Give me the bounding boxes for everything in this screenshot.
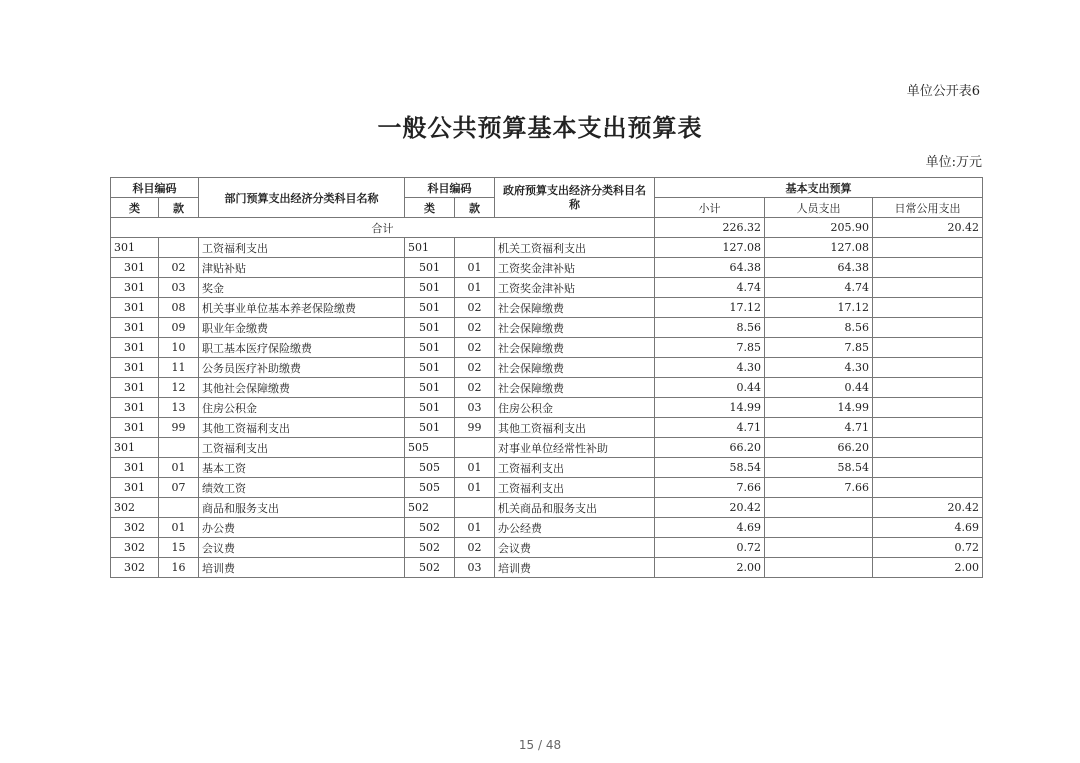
- gov-name-cell: 社会保障缴费: [495, 338, 655, 358]
- personnel-cell: 8.56: [765, 318, 873, 338]
- gov-lei-cell: 501: [405, 238, 455, 258]
- gov-name-cell: 社会保障缴费: [495, 358, 655, 378]
- dept-code-header: 科目编码: [111, 178, 199, 198]
- gov-kuan-cell: [455, 438, 495, 458]
- gov-name-cell: 机关工资福利支出: [495, 238, 655, 258]
- personnel-cell: 64.38: [765, 258, 873, 278]
- total-subtotal: 226.32: [655, 218, 765, 238]
- gov-lei-cell: 502: [405, 538, 455, 558]
- daily-cell: 0.72: [873, 538, 983, 558]
- dept-lei-cell: 301: [111, 258, 159, 278]
- dept-kuan-cell: 09: [159, 318, 199, 338]
- daily-cell: [873, 378, 983, 398]
- gov-kuan-cell: 02: [455, 378, 495, 398]
- dept-kuan-cell: [159, 498, 199, 518]
- gov-lei-cell: 501: [405, 398, 455, 418]
- table-row: [111, 458, 983, 478]
- subtotal-cell: 17.12: [655, 298, 765, 318]
- dept-kuan-cell: 07: [159, 478, 199, 498]
- dept-name-cell: 商品和服务支出: [199, 498, 405, 518]
- dept-kuan-cell: 15: [159, 538, 199, 558]
- gov-kuan-cell: 02: [455, 298, 495, 318]
- gov-kuan-cell: 01: [455, 278, 495, 298]
- basic-budget-header: 基本支出预算: [655, 178, 983, 198]
- gov-lei-cell: 505: [405, 478, 455, 498]
- dept-lei-cell: 301: [111, 318, 159, 338]
- table-row: [111, 558, 983, 578]
- dept-name-cell: 其他社会保障缴费: [199, 378, 405, 398]
- gov-lei-cell: 501: [405, 318, 455, 338]
- dept-lei-header: 类: [111, 198, 159, 218]
- dept-name-cell: 住房公积金: [199, 398, 405, 418]
- table-group-row: [111, 438, 983, 458]
- dept-lei-cell: 301: [111, 298, 159, 318]
- personnel-cell: 58.54: [765, 458, 873, 478]
- gov-lei-cell: 501: [405, 358, 455, 378]
- dept-lei-cell: 302: [111, 558, 159, 578]
- gov-kuan-cell: [455, 498, 495, 518]
- subtotal-cell: 0.72: [655, 538, 765, 558]
- gov-name-cell: 住房公积金: [495, 398, 655, 418]
- personnel-cell: 66.20: [765, 438, 873, 458]
- dept-kuan-cell: [159, 438, 199, 458]
- gov-name-cell: 工资奖金津补贴: [495, 258, 655, 278]
- table-row: [111, 538, 983, 558]
- daily-cell: [873, 298, 983, 318]
- table-row: [111, 258, 983, 278]
- daily-cell: [873, 278, 983, 298]
- daily-cell: [873, 318, 983, 338]
- personnel-cell: [765, 498, 873, 518]
- dept-name-cell: 工资福利支出: [199, 238, 405, 258]
- subtotal-cell: 20.42: [655, 498, 765, 518]
- gov-code-header: 科目编码: [405, 178, 495, 198]
- dept-kuan-cell: 01: [159, 458, 199, 478]
- dept-kuan-cell: 11: [159, 358, 199, 378]
- gov-name-cell: 社会保障缴费: [495, 318, 655, 338]
- subtotal-cell: 0.44: [655, 378, 765, 398]
- personnel-cell: 17.12: [765, 298, 873, 318]
- gov-kuan-cell: 02: [455, 358, 495, 378]
- gov-kuan-cell: 99: [455, 418, 495, 438]
- gov-lei-cell: 501: [405, 298, 455, 318]
- subtotal-cell: 14.99: [655, 398, 765, 418]
- dept-lei-cell: 301: [111, 398, 159, 418]
- dept-lei-cell: 302: [111, 498, 159, 518]
- dept-kuan-cell: 01: [159, 518, 199, 538]
- daily-cell: 4.69: [873, 518, 983, 538]
- gov-lei-cell: 501: [405, 278, 455, 298]
- dept-name-cell: 其他工资福利支出: [199, 418, 405, 438]
- dept-kuan-cell: 08: [159, 298, 199, 318]
- dept-kuan-cell: 99: [159, 418, 199, 438]
- dept-name-cell: 基本工资: [199, 458, 405, 478]
- total-row: [111, 218, 983, 238]
- table-row: [111, 358, 983, 378]
- dept-lei-cell: 301: [111, 378, 159, 398]
- personnel-cell: [765, 538, 873, 558]
- gov-name-cell: 对事业单位经常性补助: [495, 438, 655, 458]
- gov-name-cell: 其他工资福利支出: [495, 418, 655, 438]
- gov-lei-cell: 501: [405, 378, 455, 398]
- dept-name-cell: 职工基本医疗保险缴费: [199, 338, 405, 358]
- subtotal-cell: 64.38: [655, 258, 765, 278]
- daily-cell: 2.00: [873, 558, 983, 578]
- total-personnel: 205.90: [765, 218, 873, 238]
- dept-lei-cell: 301: [111, 458, 159, 478]
- gov-lei-cell: 505: [405, 458, 455, 478]
- table-row: [111, 478, 983, 498]
- personnel-cell: [765, 558, 873, 578]
- personnel-cell: 4.71: [765, 418, 873, 438]
- gov-lei-cell: 502: [405, 498, 455, 518]
- gov-name-cell: 工资福利支出: [495, 458, 655, 478]
- dept-kuan-cell: 02: [159, 258, 199, 278]
- dept-name-cell: 津贴补贴: [199, 258, 405, 278]
- dept-kuan-cell: 12: [159, 378, 199, 398]
- gov-kuan-cell: 02: [455, 538, 495, 558]
- subtotal-cell: 4.74: [655, 278, 765, 298]
- daily-header: 日常公用支出: [873, 198, 983, 218]
- total-label: 合计: [111, 218, 655, 238]
- gov-kuan-cell: 02: [455, 318, 495, 338]
- page-title: 一般公共预算基本支出预算表: [377, 113, 703, 142]
- dept-kuan-header: 款: [159, 198, 199, 218]
- dept-lei-cell: 301: [111, 278, 159, 298]
- daily-cell: [873, 398, 983, 418]
- gov-name-cell: 工资奖金津补贴: [495, 278, 655, 298]
- dept-name-header: 部门预算支出经济分类科目名称: [199, 178, 405, 218]
- gov-lei-cell: 502: [405, 518, 455, 538]
- daily-cell: [873, 458, 983, 478]
- personnel-cell: 7.66: [765, 478, 873, 498]
- gov-kuan-cell: 02: [455, 338, 495, 358]
- gov-name-header: 政府预算支出经济分类科目名称: [495, 178, 655, 218]
- gov-name-cell: 工资福利支出: [495, 478, 655, 498]
- subtotal-cell: 58.54: [655, 458, 765, 478]
- subtotal-cell: 127.08: [655, 238, 765, 258]
- gov-lei-cell: 502: [405, 558, 455, 578]
- gov-lei-cell: 501: [405, 338, 455, 358]
- gov-kuan-cell: 01: [455, 458, 495, 478]
- personnel-cell: 127.08: [765, 238, 873, 258]
- subtotal-cell: 4.69: [655, 518, 765, 538]
- daily-cell: [873, 478, 983, 498]
- gov-lei-cell: 501: [405, 258, 455, 278]
- table-row: [111, 418, 983, 438]
- budget-table: [110, 177, 983, 578]
- gov-kuan-cell: 03: [455, 558, 495, 578]
- unit-label: 单位:万元: [925, 155, 982, 170]
- subtotal-cell: 4.71: [655, 418, 765, 438]
- table-row: [111, 398, 983, 418]
- dept-name-cell: 公务员医疗补助缴费: [199, 358, 405, 378]
- daily-cell: [873, 438, 983, 458]
- dept-name-cell: 绩效工资: [199, 478, 405, 498]
- dept-name-cell: 培训费: [199, 558, 405, 578]
- gov-lei-cell: 501: [405, 418, 455, 438]
- gov-kuan-cell: 01: [455, 258, 495, 278]
- daily-cell: 20.42: [873, 498, 983, 518]
- dept-kuan-cell: 10: [159, 338, 199, 358]
- table-group-row: [111, 238, 983, 258]
- personnel-cell: 4.74: [765, 278, 873, 298]
- dept-lei-cell: 301: [111, 238, 159, 258]
- subtotal-cell: 4.30: [655, 358, 765, 378]
- table-row: [111, 378, 983, 398]
- dept-name-cell: 职业年金缴费: [199, 318, 405, 338]
- dept-lei-cell: 301: [111, 418, 159, 438]
- daily-cell: [873, 418, 983, 438]
- gov-lei-header: 类: [405, 198, 455, 218]
- dept-name-cell: 办公费: [199, 518, 405, 538]
- dept-name-cell: 奖金: [199, 278, 405, 298]
- dept-lei-cell: 302: [111, 518, 159, 538]
- gov-name-cell: 机关商品和服务支出: [495, 498, 655, 518]
- table-row: [111, 518, 983, 538]
- dept-name-cell: 工资福利支出: [199, 438, 405, 458]
- personnel-header: 人员支出: [765, 198, 873, 218]
- gov-kuan-header: 款: [455, 198, 495, 218]
- dept-kuan-cell: 03: [159, 278, 199, 298]
- dept-lei-cell: 301: [111, 338, 159, 358]
- gov-lei-cell: 505: [405, 438, 455, 458]
- gov-name-cell: 培训费: [495, 558, 655, 578]
- dept-lei-cell: 301: [111, 478, 159, 498]
- gov-name-cell: 会议费: [495, 538, 655, 558]
- personnel-cell: 14.99: [765, 398, 873, 418]
- personnel-cell: 0.44: [765, 378, 873, 398]
- personnel-cell: 4.30: [765, 358, 873, 378]
- subtotal-cell: 66.20: [655, 438, 765, 458]
- personnel-cell: [765, 518, 873, 538]
- subtotal-header: 小计: [655, 198, 765, 218]
- table-row: [111, 318, 983, 338]
- daily-cell: [873, 358, 983, 378]
- subtotal-cell: 7.85: [655, 338, 765, 358]
- table-row: [111, 338, 983, 358]
- gov-name-cell: 办公经费: [495, 518, 655, 538]
- gov-kuan-cell: 01: [455, 478, 495, 498]
- daily-cell: [873, 258, 983, 278]
- dept-name-cell: 机关事业单位基本养老保险缴费: [199, 298, 405, 318]
- gov-name-cell: 社会保障缴费: [495, 298, 655, 318]
- form-number: 单位公开表6: [906, 84, 980, 99]
- table-row: [111, 278, 983, 298]
- gov-kuan-cell: 01: [455, 518, 495, 538]
- total-daily: 20.42: [873, 218, 983, 238]
- subtotal-cell: 8.56: [655, 318, 765, 338]
- dept-kuan-cell: 13: [159, 398, 199, 418]
- subtotal-cell: 2.00: [655, 558, 765, 578]
- dept-name-cell: 会议费: [199, 538, 405, 558]
- dept-lei-cell: 301: [111, 358, 159, 378]
- table-group-row: [111, 498, 983, 518]
- dept-kuan-cell: 16: [159, 558, 199, 578]
- daily-cell: [873, 238, 983, 258]
- gov-name-cell: 社会保障缴费: [495, 378, 655, 398]
- gov-kuan-cell: [455, 238, 495, 258]
- dept-lei-cell: 302: [111, 538, 159, 558]
- dept-kuan-cell: [159, 238, 199, 258]
- gov-kuan-cell: 03: [455, 398, 495, 418]
- dept-lei-cell: 301: [111, 438, 159, 458]
- page-number: 15 / 48: [518, 738, 562, 752]
- table-row: [111, 298, 983, 318]
- subtotal-cell: 7.66: [655, 478, 765, 498]
- personnel-cell: 7.85: [765, 338, 873, 358]
- daily-cell: [873, 338, 983, 358]
